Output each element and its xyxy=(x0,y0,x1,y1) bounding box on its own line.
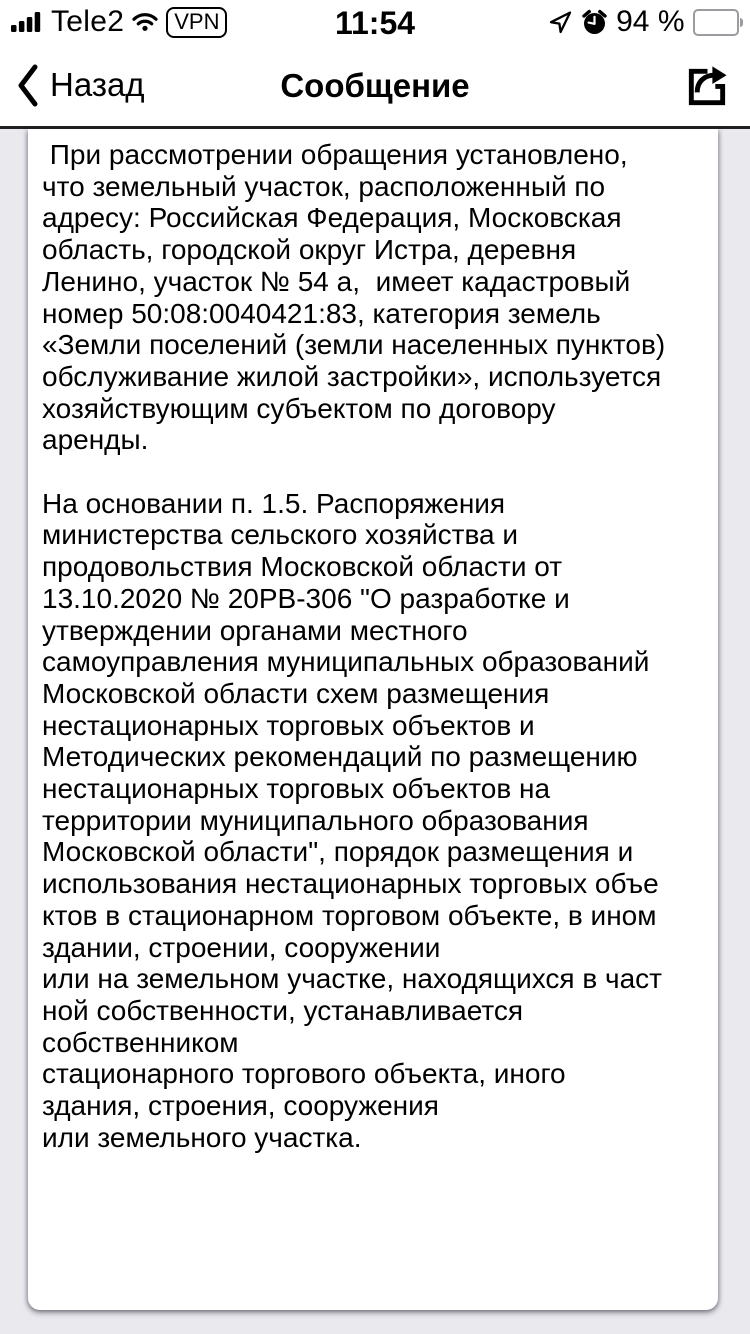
message-line: аренды. xyxy=(42,424,149,456)
message-line: Московской области схем размещения xyxy=(42,677,550,709)
message-line: адресу: Российская Федерация, Московская xyxy=(42,202,622,234)
share-icon xyxy=(683,62,730,109)
status-right-group xyxy=(548,0,743,44)
chevron-left-icon xyxy=(14,62,41,109)
battery-percent: 94 % xyxy=(616,5,685,38)
message-line: ной собственности, устанавливается xyxy=(42,994,524,1026)
status-left-group xyxy=(10,0,227,44)
message-line: министерства сельского хозяйства и xyxy=(42,519,518,551)
message-line: «Земли поселений (земли населенных пунктов) xyxy=(42,329,666,361)
message-line: или земельного участка. xyxy=(42,1121,362,1153)
message-line: нестационарных торговых объектов и xyxy=(42,709,535,741)
message-line: 13.10.2020 № 20РВ-306 "О разработке и xyxy=(42,582,570,614)
message-card xyxy=(28,129,718,1310)
message-line: Московской области", порядок размещения и xyxy=(42,836,634,868)
message-line xyxy=(42,456,704,488)
message-line: использования нестационарных торговых объе xyxy=(42,868,659,900)
wifi-icon xyxy=(132,12,158,32)
message-line: При рассмотрении обращения установлено, xyxy=(42,139,628,170)
message-line: здания, строения, сооружения xyxy=(42,1090,439,1122)
message-text xyxy=(42,139,704,1154)
status-time: 11:54 xyxy=(334,5,416,41)
location-arrow-icon xyxy=(548,10,573,35)
message-line: собственником xyxy=(42,1026,239,1058)
message-line: номер 50:08:0040421:83, категория земель xyxy=(42,297,601,329)
message-line: или на земельном участке, находящихся в част xyxy=(42,963,662,995)
message-line: продовольствия Московской области от xyxy=(42,551,563,583)
message-line: нестационарных торговых объектов на xyxy=(42,773,551,805)
message-line: что земельный участок, расположенный по xyxy=(42,170,606,202)
battery-icon xyxy=(693,9,744,36)
message-line: область, городской округ Истра, деревня xyxy=(42,234,577,266)
message-line: утверждении органами местного xyxy=(42,614,468,646)
share-button[interactable] xyxy=(683,44,730,126)
back-button-label: Назад xyxy=(50,66,145,103)
message-line: Методических рекомендаций по размещению xyxy=(42,741,638,773)
page-title: Сообщение xyxy=(280,67,470,104)
message-line: хозяйствующим субъектом по договору xyxy=(42,392,556,424)
message-line: самоуправления муниципальных образований xyxy=(42,646,650,678)
message-line: ктов в стационарном торговом объекте, в ином xyxy=(42,899,657,931)
message-line: стационарного торгового объекта, иного xyxy=(42,1058,566,1090)
alarm-clock-icon xyxy=(581,9,608,36)
carrier-label: Tele2 xyxy=(51,5,125,38)
vpn-badge: VPN xyxy=(166,7,227,38)
nav-bar xyxy=(0,44,750,126)
message-line: На основании п. 1.5. Распоряжения xyxy=(42,487,506,519)
message-line: здании, строении, сооружении xyxy=(42,931,441,963)
message-scroll-area[interactable] xyxy=(0,129,750,1334)
message-line: обслуживание жилой застройки», используется xyxy=(42,360,662,392)
cellular-signal-icon xyxy=(10,10,43,34)
status-bar xyxy=(0,0,750,44)
message-line: территории муниципального образования xyxy=(42,804,589,836)
message-line: Ленино, участок № 54 а, имеет кадастровый xyxy=(42,265,631,297)
